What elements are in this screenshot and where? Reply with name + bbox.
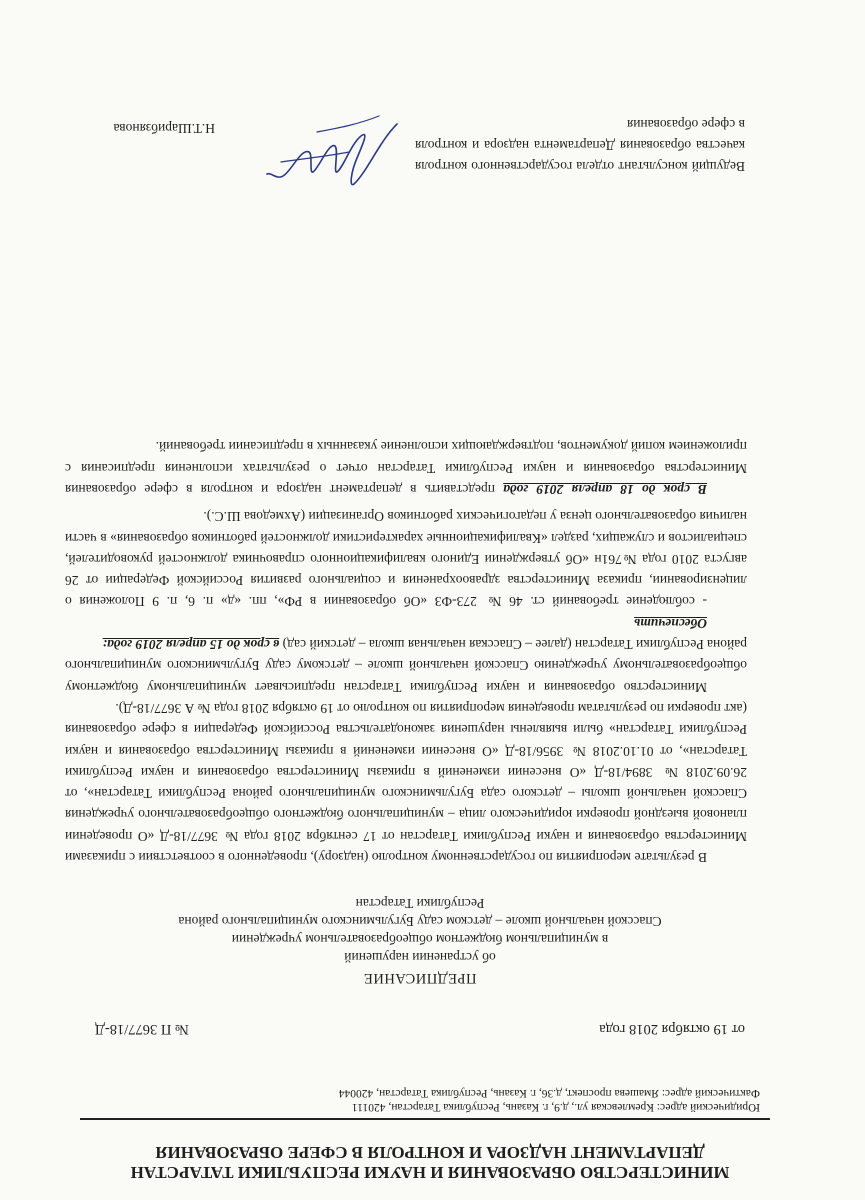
order-deadline: в срок до 15 апреля 2019 года: [102, 637, 280, 653]
report-paragraph [65, 436, 747, 500]
document-date: от 19 октября 2018 года [599, 1021, 745, 1037]
report-text: представить в департамент надзора и контроля в сфере образования Министерства образования и науки Республики Татарстан отчет о результатах исполнения предписания с приложением копий документов, подтверждающих исполнение указанных в предписании требований. [65, 439, 747, 497]
address-block [339, 1086, 760, 1114]
findings-paragraph: В результате мероприятия по государственному контролю (надзору), проведенного в соответствии с приказами Министерства образования и науки Республики Татарстан от 17 сентября 2018 года № 3677/18-Д «О проведении плановой выездной проверки юридического лица – муниципального бюджетного общеобразовательного учреждения Спасской начальной школы – детского сада Бугульминского муниципального района Республики Татарстан», от 26.09.2018 № 3894/18-Д «О внесении изменений в приказы Министерства образования и науки Республики Татарстан», от 01.10.2018 № 3956/18-Д «О внесении изменений в приказы Министерства образования и науки Республики Татарстан» были выявлены нарушения законодательства Российской Федерации в сфере образования (акт проверки по результатам проведения мероприятия по контролю от 19 октября 2018 года № А 3677/18-Д). [65, 700, 747, 865]
legal-address: Юридический адрес: Кремлевская ул., д.9, г. Казань, Республика Татарстан, 420111 [351, 1101, 760, 1113]
actual-address: Фактический адрес: Ямашева проспект, д.36, г. Казань, Республика Татарстан, 420044 [338, 1087, 760, 1099]
signatory-name: Н.Т.Шарибзянова [113, 121, 215, 136]
subject-line: Республики Татарстан [355, 896, 485, 911]
ministry-name: МИНИСТЕРСТВО ОБРАЗОВАНИЯ И НАУКИ РЕСПУБЛИКИ ТАТАРСТАН [130, 1163, 730, 1182]
subject-line: в муниципальном бюджетном общеобразовательном учреждении [231, 932, 609, 947]
order-paragraph [65, 634, 747, 698]
document-body [65, 436, 747, 868]
ensure-paragraph: - соблюдение требований ст. 46 № 273-ФЗ «Об образовании в РФ», пп. «д» п. 6, п. 9 Положения о лицензировании, приказа Министерства здравоохранения и социального развития Российской Федерации от 26 августа 2010 года №761н «Об утверждении Единого квалификационного справочника должностей руководителей, специалистов и служащих, раздел «Квалификационные характеристики должностей работников образования» в части наличия образовательного ценза у педагогических работников Организации (Ахмедова Ш.С.). [65, 509, 747, 610]
handwritten-signature [259, 102, 409, 202]
report-deadline: В срок до 18 апреля 2019 года [503, 481, 707, 497]
document-number: № П 3677/18-Д [95, 1021, 189, 1037]
department-name: ДЕПАРТАМЕНТ НАДЗОРА И КОНТРОЛЯ В СФЕРЕ ОБРАЗОВАНИЯ [155, 1143, 705, 1162]
document-subject [95, 894, 745, 966]
order-text: Министерство образования и науки Республики Татарстан предписывает муниципальному бюджетному общеобразовательному учреждению Спасской начальной школе – детскому саду Бугульминского муниципального района Республики Татарстан (далее – Спасская начальная школа – детский сад) [65, 637, 747, 695]
subject-line: об устранении нарушений [344, 950, 496, 965]
document-title: ПРЕДПИСАНИЕ [363, 970, 477, 986]
date-number-row [95, 1020, 745, 1037]
ministry-header [85, 1142, 775, 1182]
ensure-label: Обеспечить [634, 615, 707, 631]
signatory-position: Ведущий консультант отдела государственного контроля качества образования Департамента надзора и контроля в сфере образования [415, 117, 745, 174]
header-divider [80, 1118, 770, 1120]
ensure-label-line [65, 612, 747, 633]
subject-line: Спасской начальной школе – детском саду Бугульминского муниципального района [178, 914, 662, 929]
